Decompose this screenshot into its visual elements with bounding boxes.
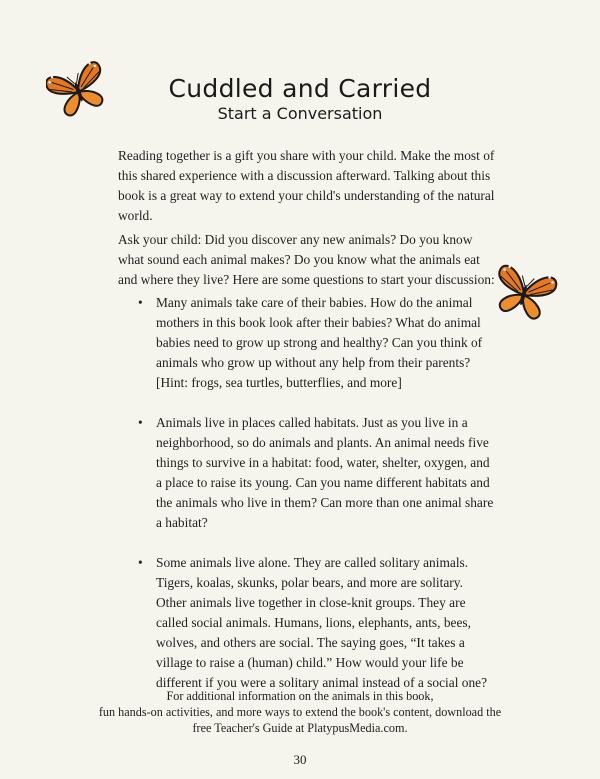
footer-line: fun hands-on activities, and more ways to extend the book's content, download the bbox=[98, 705, 502, 719]
butterfly-icon bbox=[490, 262, 558, 322]
question-text: Some animals live alone. They are called solitary animals. Tigers, koalas, skunks, polar bears, and more are solitary. Other animals live together in close-knit groups. They are called social animals. Humans, lions, elephants, ants, bees, wolves, and others are social. The saying goes, “It takes a village to raise a (human) child.” How would your life be different if you were a solitary animal instead of a social one? bbox=[156, 555, 488, 690]
bullet-icon: • bbox=[138, 415, 143, 430]
question-text: Many animals take care of their babies. How do the animal mothers in this book look after their babies? What do animal babies need to grow up strong and healthy? Can you think of animals who grow up without any help from their parents? [Hint: frogs, sea turtles, butterflies, and more] bbox=[156, 295, 483, 390]
list-item bbox=[138, 293, 496, 393]
footer-note bbox=[0, 688, 600, 736]
intro-paragraph: Reading together is a gift you share with your child. Make the most of this shared experience with a discussion afterward. Talking about this book is a great way to extend your child's understanding of the natural world. bbox=[118, 148, 495, 223]
question-text: Animals live in places called habitats. Just as you live in a neighborhood, so do animals and plants. An animal needs five things to survive in a habitat: food, water, shelter, oxygen, and a place to raise its young. Can you name different habitats and the animals who live in them? Can more than one animal share a habitat? bbox=[156, 415, 494, 530]
footer-line: free Teacher's Guide at PlatypusMedia.com. bbox=[192, 721, 408, 735]
page-number: 30 bbox=[293, 752, 307, 767]
bullet-icon: • bbox=[138, 555, 143, 570]
footer-line: For additional information on the animals in this book, bbox=[166, 689, 434, 703]
page-title: Cuddled and Carried bbox=[168, 74, 432, 103]
page-subtitle: Start a Conversation bbox=[217, 104, 383, 123]
bullet-icon: • bbox=[138, 295, 143, 310]
prompt-paragraph: Ask your child: Did you discover any new animals? Do you know what sound each animal makes? Do you know what the animals eat and where they live? Here are some questions to start your discussion: bbox=[118, 232, 495, 287]
list-item bbox=[138, 413, 496, 533]
list-item bbox=[138, 553, 496, 693]
